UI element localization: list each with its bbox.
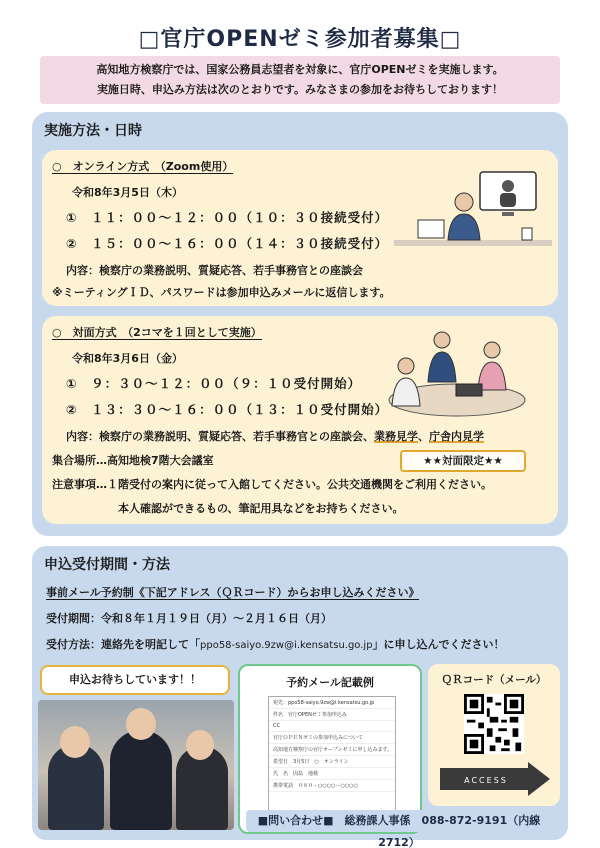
online-slot-2: ② １５：００～１６：００（１４：３０接続受付）: [66, 236, 389, 251]
application-method: 事前メール予約制《下記アドレス（ＱＲコード）からお申し込みください》: [46, 586, 420, 599]
qr-box: [428, 664, 560, 806]
email-address[interactable]: ppo58-saiyo.9zw@i.kensatsu.go.jp: [200, 640, 373, 651]
online-card: [42, 150, 558, 306]
intro-line-2: 実施日時、申込み方法は次のとおりです。みなさまの参加をお待ちしております！: [96, 83, 504, 96]
inperson-heading: ○ 対面方式 （2コマを１回として実施）: [52, 326, 262, 339]
inperson-content: 内容：検察庁の業務説明、質疑応答、若手事務官との座談会、業務見学、庁舎内見学: [66, 430, 484, 443]
mock-to: 宛先：ppo58-saiyo.9zw@i.kensatsu.go.jp: [269, 697, 395, 709]
application-how: 受付方法：連絡先を明記して「ppo58-saiyo.9zw@i.kensatsu.go.jp」に申し込んでください！: [46, 638, 505, 651]
online-slot-1: ① １１：００～１２：００（１０：３０接続受付）: [66, 210, 389, 225]
mock-cc: CC: [269, 721, 395, 732]
mock-body-3: 希望日 3月5日 ○ オンライン: [269, 756, 395, 768]
inperson-caution-2: 本人確認ができるもの、筆記用具などをお持ちください。: [118, 502, 404, 515]
staff-head-left: [60, 726, 90, 758]
in-person-only-badge: ★★対面限定★★: [400, 450, 526, 472]
staff-photo: [38, 700, 234, 830]
online-meeting-illustration: [394, 158, 552, 258]
mock-body-2: 高知地方検察庁の官庁オープンゼミに申し込みます。: [269, 744, 395, 756]
mail-example-mock: [268, 696, 396, 818]
mock-body-1: 官庁ＯＰＥＮゼミの参加申込みについて: [269, 732, 395, 744]
qr-title: ＱＲコード（メール）: [441, 674, 547, 686]
staff-head-center: [126, 708, 156, 740]
access-arrow[interactable]: [440, 762, 550, 796]
inperson-card: [42, 316, 558, 524]
page-title: □官庁OPENゼミ参加者募集□: [138, 27, 462, 52]
inperson-date: 令和8年3月6日（金）: [72, 352, 183, 365]
online-date: 令和8年3月5日（木）: [72, 186, 183, 199]
staff-head-right: [186, 730, 214, 760]
wait-banner: 申込お待ちしています！！: [40, 665, 230, 695]
inperson-slot-1: ① ９：３０～１２：００（９：１０受付開始）: [66, 376, 362, 391]
access-label: ACCESS: [464, 776, 508, 785]
qr-code-icon[interactable]: [464, 694, 524, 754]
mock-body-5: 携帯電話 ０８０－○○○○－○○○○: [269, 780, 395, 792]
online-content: 内容：検察庁の業務説明、質疑応答、若手事務官との座談会: [66, 264, 363, 277]
discussion-illustration: [382, 322, 532, 422]
online-note: ※ミーティングＩＤ、パスワードは参加申込みメールに返信します。: [52, 286, 391, 299]
online-heading: ○ オンライン方式 （Zoom使用）: [52, 160, 234, 173]
staff-person-center: [110, 730, 172, 830]
application-period: 受付期間：令和８年１月１９日（月）～２月１６日（月）: [46, 612, 332, 625]
mock-body-4: 氏 名 因島 地検: [269, 768, 395, 780]
intro-line-1: 高知地方検察庁では、国家公務員志望者を対象に、官庁OPENゼミを実施します。: [96, 63, 504, 76]
inperson-place: 集合場所…高知地検7階大会議室: [52, 454, 214, 467]
schedule-panel: [32, 112, 568, 536]
mock-subject: 件名 官庁OPENゼミ参加申込み: [269, 709, 395, 721]
schedule-heading: 実施方法・日時: [44, 123, 142, 139]
mail-example-title: 予約メール記載例: [286, 676, 374, 689]
application-heading: 申込受付期間・方法: [44, 557, 170, 573]
intro-box: [40, 56, 560, 104]
contact-bar: ■問い合わせ■ 総務課人事係 088-872-9191（内線2712）: [246, 810, 552, 832]
application-panel: [32, 546, 568, 658]
inperson-caution-1: 注意事項…１階受付の案内に従って入館してください。公共交通機関をご利用ください。: [52, 478, 492, 491]
mail-example-box: [238, 664, 422, 834]
inperson-slot-2: ② １３：３０～１６：００（１３：１０受付開始）: [66, 402, 389, 417]
